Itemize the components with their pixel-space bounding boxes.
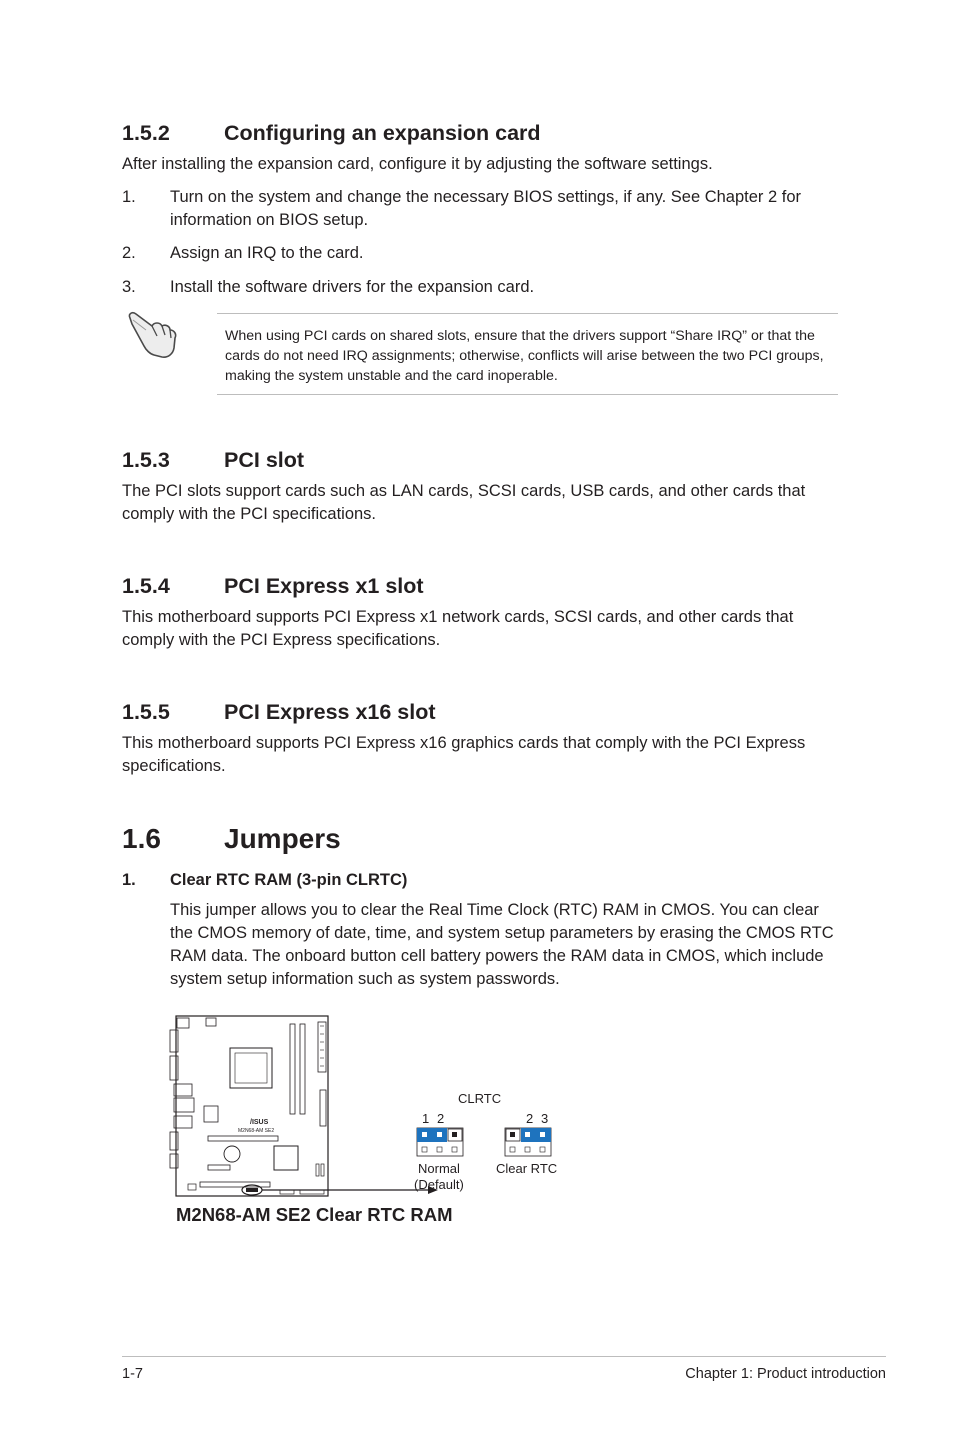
clear-pin-label: 3 (541, 1111, 549, 1126)
footer-chapter: Chapter 1: Product introduction (685, 1366, 886, 1382)
chapter-number: 1.6 (122, 823, 161, 854)
step-number: 3. (122, 278, 136, 296)
hand-pointing-icon (124, 308, 180, 365)
board-logo: /ISUS (250, 1119, 269, 1126)
jumper-name-label: CLRTC (458, 1091, 502, 1106)
figure-caption: M2N68-AM SE2 Clear RTC RAM (176, 1204, 453, 1225)
step-text: Turn on the system and change the necessary BIOS settings, if any. See Chapter 2 for information on BIOS setup. (170, 188, 802, 229)
section-title: Configuring an expansion card (224, 121, 541, 145)
note-divider-bottom (217, 394, 838, 395)
section-number: 1.5.2 (122, 121, 170, 145)
chapter-title: Jumpers (224, 823, 341, 854)
step-text: Assign an IRQ to the card. (170, 244, 364, 262)
jumper-clear-icon (505, 1128, 551, 1156)
page-number: 1-7 (122, 1366, 143, 1382)
note-divider-top (217, 313, 838, 314)
section-number: 1.5.3 (122, 448, 170, 472)
item-number: 1. (122, 871, 136, 889)
section-number: 1.5.4 (122, 574, 170, 598)
item-title: Clear RTC RAM (3-pin CLRTC) (170, 871, 408, 889)
step-text: Install the software drivers for the expansion card. (170, 278, 535, 296)
section-number: 1.5.5 (122, 700, 170, 724)
note-text: When using PCI cards on shared slots, ensure that the drivers support “Share IRQ” or that the cards do not need IRQ assignments; otherwise, conflicts will arise between the two PCI groups, making the system unstable and the card inoperable. (225, 328, 824, 384)
clear-pin-label: 2 (526, 1111, 534, 1126)
section-text: This motherboard supports PCI Express x16 graphics cards that comply with the PCI Express specifications. (122, 734, 806, 775)
section-intro: After installing the expansion card, configure it by adjusting the software settings. (122, 155, 713, 173)
section-title: PCI slot (224, 448, 305, 472)
section-text: This motherboard supports PCI Express x1 network cards, SCSI cards, and other cards that comply with the PCI Express specifications. (122, 608, 794, 649)
footer-divider (122, 1356, 886, 1357)
board-model-label: M2N68-AM SE2 (238, 1128, 275, 1134)
step-number: 2. (122, 244, 136, 262)
section-title: PCI Express x16 slot (224, 700, 436, 724)
section-text: The PCI slots support cards such as LAN cards, SCSI cards, USB cards, and other cards that comply with the PCI specifications. (122, 482, 806, 523)
clear-label: Clear RTC (496, 1161, 558, 1176)
normal-label: Normal (418, 1161, 460, 1176)
section-title: PCI Express x1 slot (224, 574, 424, 598)
item-text: This jumper allows you to clear the Real Time Clock (RTC) RAM in CMOS. You can clear the CMOS memory of date, time, and system setup parameters by erasing the CMOS RTC RAM data. The onboard button cell battery powers the RAM data in CMOS, which include system setup information such as system passwords. (170, 901, 834, 988)
jumper-normal-icon (417, 1128, 463, 1156)
normal-pin-label: 1 (422, 1111, 430, 1126)
normal-sublabel: (Default) (414, 1177, 464, 1192)
step-number: 1. (122, 188, 136, 206)
normal-pin-label: 2 (437, 1111, 445, 1126)
